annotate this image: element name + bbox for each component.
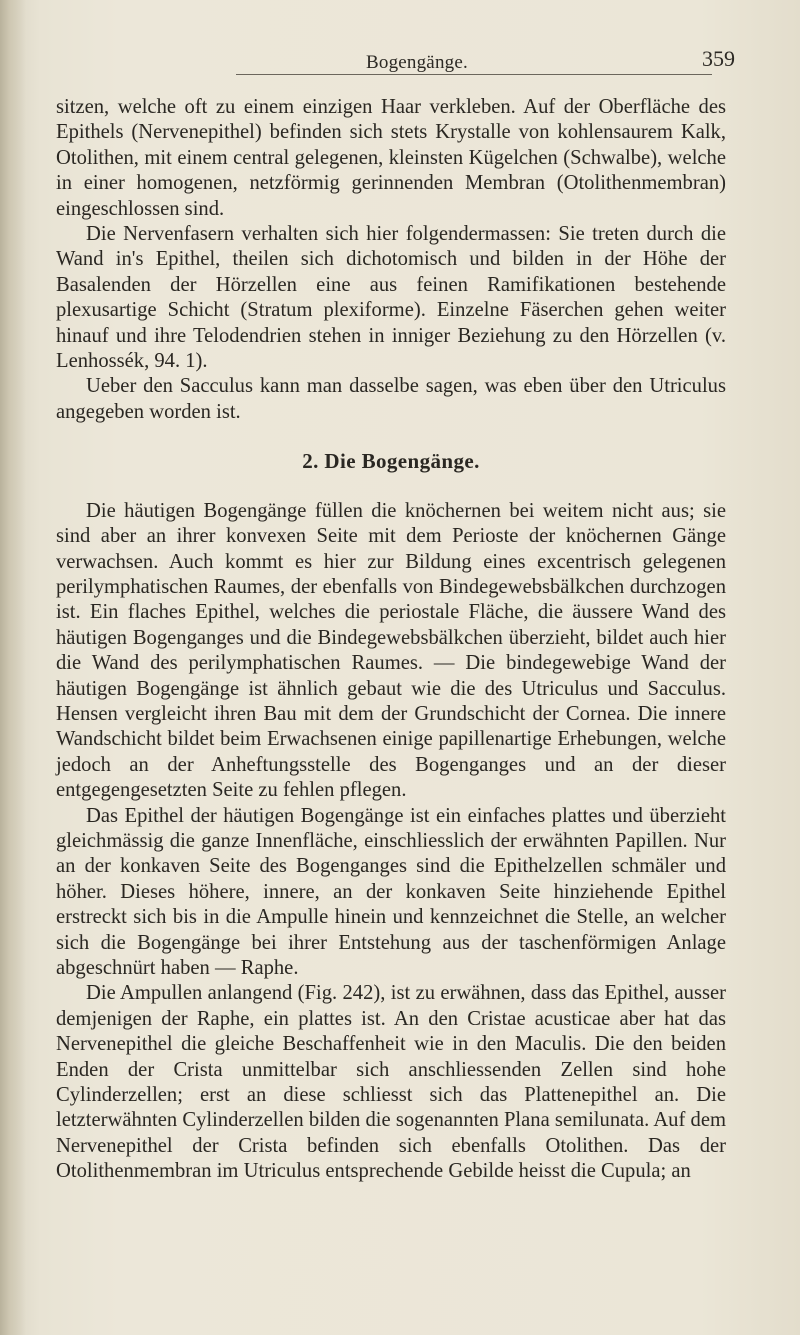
paragraph-nervenfasern: Die Nervenfasern verhalten sich hier folgendermassen: Sie treten durch die Wand in's Epithel, theilen sich dichotomisch und bilden in der Höhe der Basalenden der Hörzellen eine aus feinen Ramifikationen bestehende plexusartige Schicht (Stratum plexiforme). Einzelne Fäserchen gehen weiter hinauf und ihre Telodendrien stehen in inniger Beziehung zu den Hörzellen (v. Lenhossék, 94. 1). [56,223,726,373]
paragraph-epithel: Das Epithel der häutigen Bogengänge ist ein einfaches plattes und überzieht gleichmässig die ganze Innenfläche, einschliesslich der erwähnten Papillen. Nur an der konkaven Seite des Bogenganges sind die Epithelzellen schmäler und höher. Dieses höhere, innere, an der konkaven Seite hinziehende Epithel erstreckt sich bis in die Ampulle hinein und kennzeichnet die Stelle, an welcher sich die Bogengänge bei ihrer Entstehung aus der taschenförmigen Anlage abgeschnürt haben — Raphe. [56,804,726,979]
page-header [0,46,800,80]
section-heading: 2. Die Bogengänge. [302,449,480,474]
header-rule [236,74,712,75]
paragraph-otolithen: sitzen, welche oft zu einem einzigen Haar verkleben. Auf der Oberfläche des Epithels (Nervenepithel) befinden sich stets Krystalle von kohlensaurem Kalk, Otolithen, mit einem central gelegenen, kleinsten Kügelchen (Schwalbe), welche in einer homogenen, netzförmig gerinnenden Membran (Otolithenmembran) eingeschlossen sind. [56,96,726,220]
running-head: Bogengänge. [366,52,468,73]
paragraph-sacculus: Ueber den Sacculus kann man dasselbe sagen, was eben über den Utriculus angegeben worden ist. [56,375,726,423]
paragraph-haeutige-bogengaenge: Die häutigen Bogengänge füllen die knöchernen bei weitem nicht aus; sie sind aber an ihrer konvexen Seite mit dem Perioste der knöchernen Gänge verwachsen. Auch kommt es hier zur Bildung eines excentrisch gelegenen perilymphatischen Raumes, der ebenfalls von Bindegewebsbälkchen durchzogen ist. Ein flaches Epithel, welches die periostale Fläche, die äussere Wand des häutigen Bogenganges und die Bindegewebsbälkchen überzieht, bildet auch hier die Wand des perilymphatischen Raumes. — Die bindegewebige Wand der häutigen Bogengänge ist ähnlich gebaut wie die des Utriculus und Sacculus. Hensen vergleicht ihren Bau mit dem der Grundschicht der Cornea. Die innere Wandschicht bildet beim Erwachsenen einige papillenartige Erhebungen, welche jedoch an der Anheftungsstelle des Bogenganges und an der dieser entgegengesetzten Seite zu fehlen pflegen. [56,499,726,802]
page-number: 359 [702,46,735,71]
page-binding-shadow [0,0,26,1335]
body-text [56,95,726,1185]
paragraph-ampullen: Die Ampullen anlangend (Fig. 242), ist zu erwähnen, dass das Epithel, ausser demjenigen der Raphe, ein plattes ist. An den Cristae acusticae aber hat das Nervenepithel die gleiche Beschaffenheit wie in den Maculis. Die den beiden Enden der Crista unmittelbar sich anschliessenden Zellen sind hohe Cylinderzellen; erst an diese schliesst sich das Plattenepithel an. Die letzterwähnten Cylinderzellen bilden die sogenannten Plana semilunata. Auf dem Nervenepithel der Crista befinden sich ebenfalls Otolithen. Das der Otolithenmembran im Utriculus entsprechende Gebilde heisst die Cupula; an [56,982,726,1183]
